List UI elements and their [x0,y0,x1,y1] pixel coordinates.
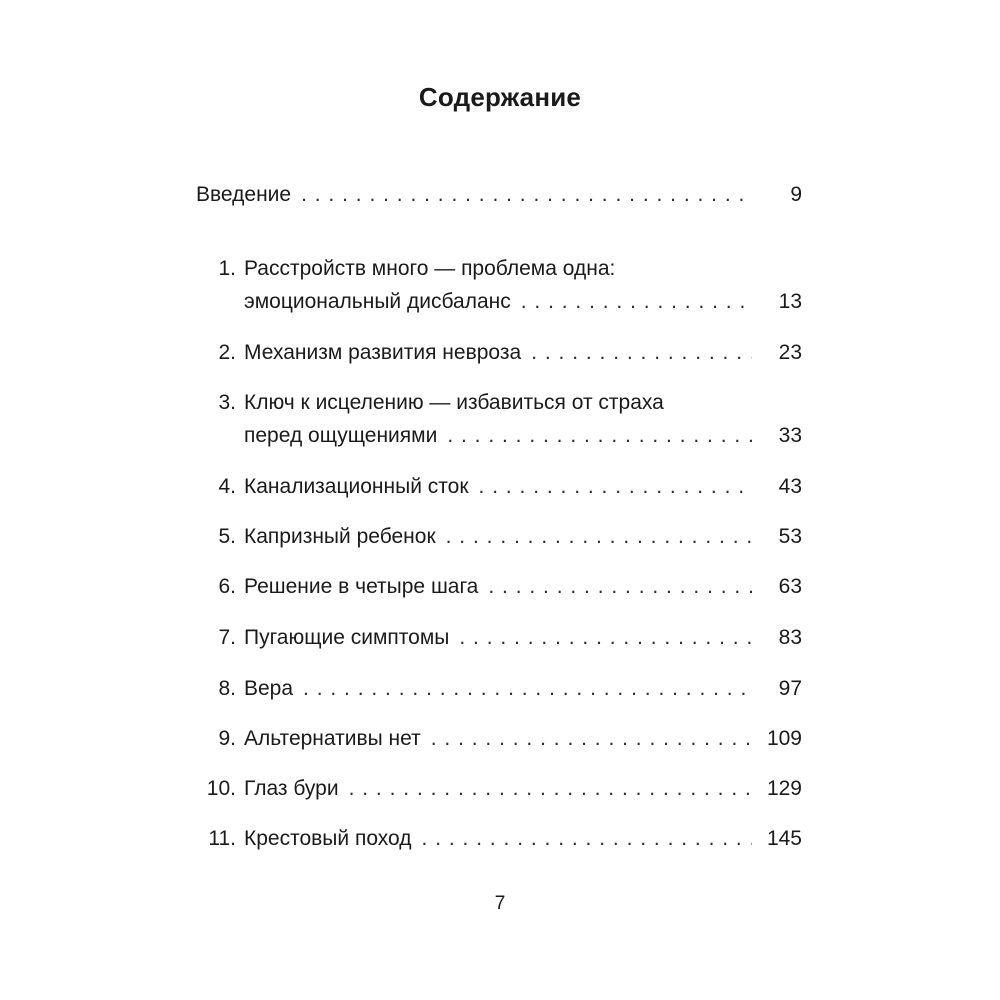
toc-entry-label: Капризный ребенок [244,525,436,548]
toc-entry-label: Пугающие симптомы [244,626,450,649]
toc-entry-number: 5. [218,525,236,548]
toc-entry-chapter-8[interactable] [196,677,802,705]
toc-entry-page: 33 [778,424,802,447]
page-title: Содержание [418,82,582,112]
toc-entry-chapter-6[interactable] [196,575,802,603]
toc-entry-chapter-3[interactable] [196,391,802,419]
toc-entry-label: Глаз бури [244,777,339,800]
toc-entry-chapter-11[interactable] [196,827,802,855]
toc-entry-page: 9 [790,183,802,206]
toc-entry-number: 2. [218,341,236,364]
dot-leader [431,727,752,751]
toc-entry-label-cont: эмоциональный дисбаланс [244,290,511,313]
toc-entry-chapter-5[interactable] [196,525,802,553]
dot-leader [303,677,752,701]
toc-entry-label: Ключ к исцелению — избавиться от страха [244,391,664,414]
dot-leader [488,575,752,599]
toc-entry-label: Введение [196,183,292,206]
toc-entry-page: 13 [778,290,802,313]
toc-entry-number: 9. [218,727,236,750]
toc-entry-page: 23 [778,341,802,364]
toc-entry-page: 63 [778,575,802,598]
dot-leader [301,183,752,207]
toc-entry-page: 97 [778,677,802,700]
toc-entry-label: Расстройств много — проблема одна: [244,257,616,280]
toc-entry-chapter-3-cont[interactable] [196,424,802,452]
toc-entry-label: Канализационный сток [244,475,469,498]
toc-entry-label: Крестовый поход [244,827,412,850]
toc-entry-page: 53 [778,525,802,548]
toc-entry-page: 129 [766,777,802,800]
toc-entry-chapter-2[interactable] [196,341,802,369]
toc-entry-chapter-7[interactable] [196,626,802,654]
toc-entry-number: 4. [218,475,236,498]
toc-entry-page: 83 [778,626,802,649]
page-number: 7 [494,893,506,914]
toc-entry-number: 8. [218,677,236,700]
toc-entry-label: Вера [244,677,294,700]
toc-entry-label: Альтернативы нет [244,727,421,750]
toc-entry-number: 6. [218,575,236,598]
toc-entry-page: 109 [766,727,802,750]
dot-leader [479,475,752,499]
dot-leader [521,290,752,314]
dot-leader [349,777,752,801]
toc-entry-number: 10. [206,777,236,800]
toc-entry-chapter-9[interactable] [196,727,802,755]
toc-entry-label: Механизм развития невроза [244,341,522,364]
toc-entry-number: 7. [218,626,236,649]
dot-leader [447,424,752,448]
dot-leader [422,827,752,851]
toc-entry-intro[interactable] [196,183,802,211]
toc-entry-chapter-1-cont[interactable] [196,290,802,318]
toc-entry-page: 145 [766,827,802,850]
toc-entry-chapter-4[interactable] [196,475,802,503]
dot-leader [446,525,752,549]
dot-leader [531,341,752,365]
toc-entry-label: Решение в четыре шага [244,575,479,598]
toc-entry-label-cont: перед ощущениями [244,424,438,447]
dot-leader [459,626,752,650]
toc-entry-chapter-10[interactable] [196,777,802,805]
toc-entry-chapter-1[interactable] [196,257,802,285]
toc-entry-number: 1. [218,257,236,280]
toc-entry-page: 43 [778,475,802,498]
toc-entry-number: 11. [208,827,236,850]
toc-entry-number: 3. [218,391,236,414]
